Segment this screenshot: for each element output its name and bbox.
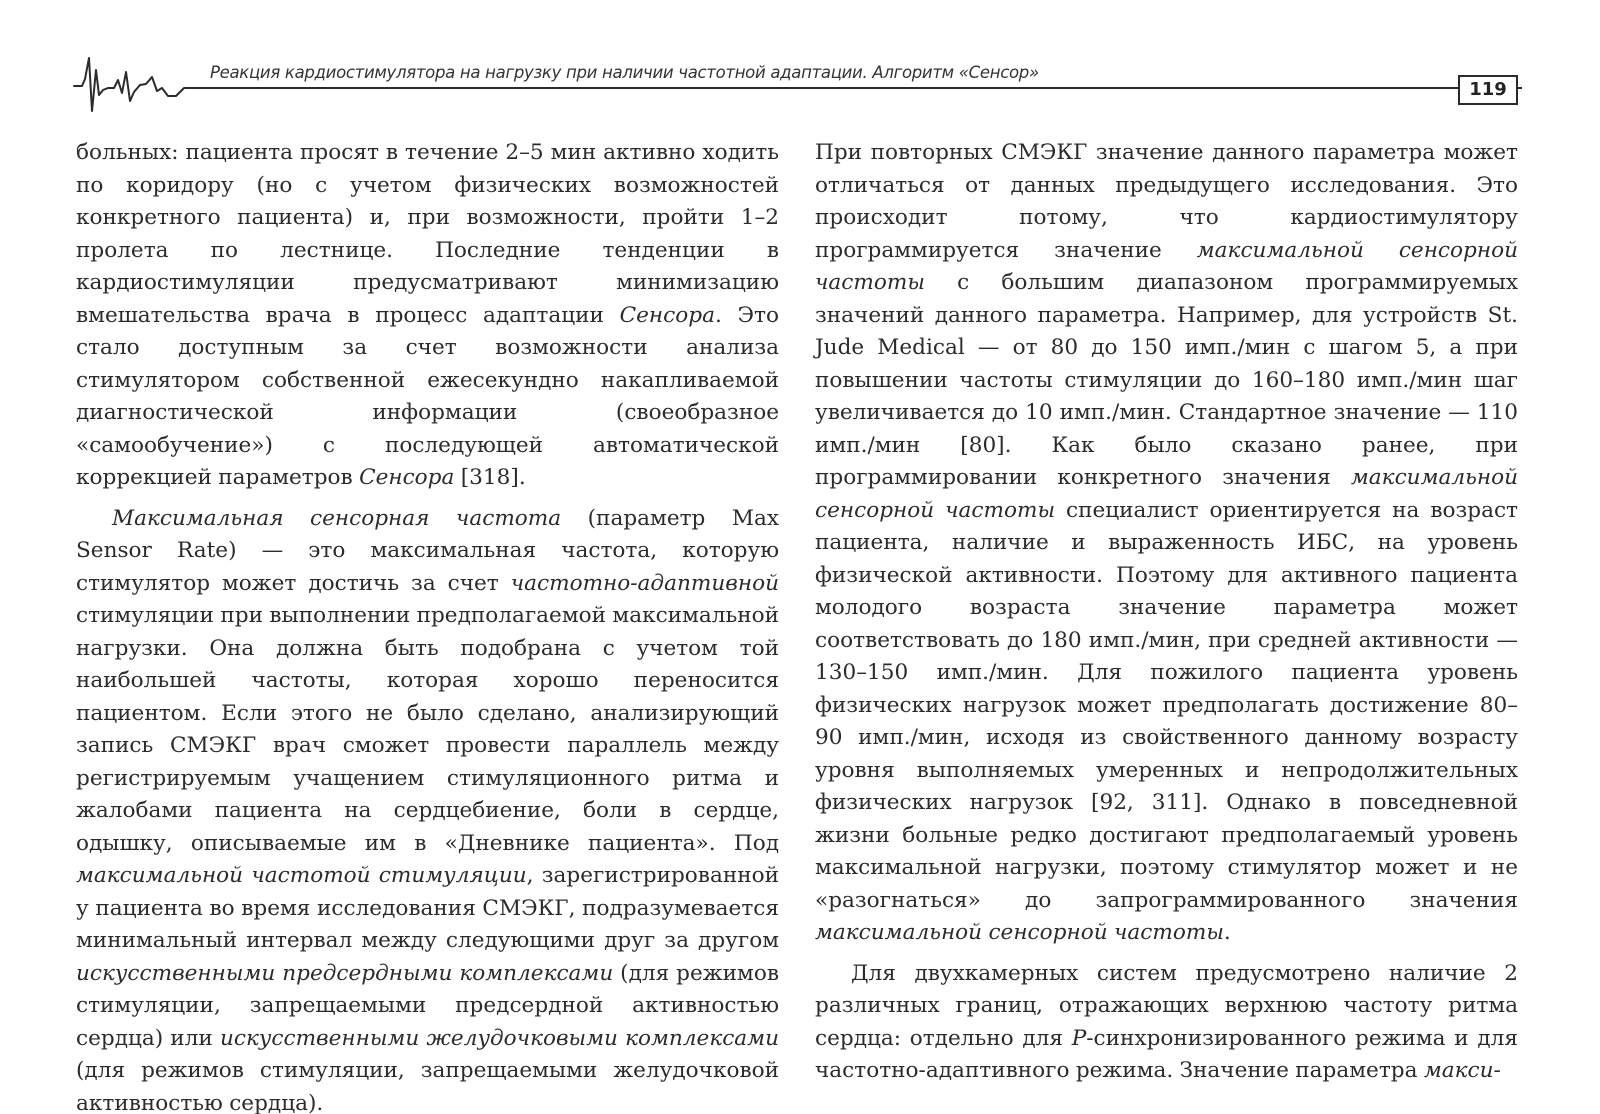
body-text: (параметр Max Sensor Rate) — это максимальная частота, которую стимулятор может достичь за счет xyxy=(76,505,779,596)
body-text: При повторных СМЭКГ значение данного параметра может отличаться от данных предыдущего исследования. Это происходит потому, что кардиостимулятору программируется значение xyxy=(815,140,1518,263)
italic-text: максимальной сенсорной частоты xyxy=(815,237,1518,295)
running-title: Реакция кардиостимулятора на нагрузку при наличии частотной адаптации. Алгоритм «Сенсор» xyxy=(210,63,1039,82)
italic-text: максимальной частотой стимуляции xyxy=(76,863,527,888)
body-text: с большим диапазоном программируемых значений данного параметра. Например, для устройств St. Jude Medical — от 80 до 150 имп./мин с шагом 5, а при повышении частоты стимуляции до 160–180 имп./мин шаг увеличивается до 10 имп./мин. Стандартное значение — 110 имп./мин [80]. Как было сказано ранее, при программировании конкретного значения xyxy=(815,270,1518,490)
italic-text: максимальной сенсорной частоты xyxy=(815,920,1224,945)
italic-text: макси- xyxy=(1423,1058,1501,1083)
body-text: (для режимов стимуляции, запрещаемыми предсердной активностью сердца) или xyxy=(76,960,779,1051)
italic-text: Максимальная сенсорная частота xyxy=(112,505,562,531)
page-number: 119 xyxy=(1458,75,1518,105)
body-text: (для режимов стимуляции, запрещаемыми желудочковой активностью сердца). xyxy=(76,1058,779,1114)
body-text: специалист ориентируется на возраст пациента, наличие и выраженность ИБС, на уровень физической активности. Поэтому для активного пациента молодого возраста значение параметра может соответствовать до 180 имп./мин, при средней активности — 130–150 имп./мин. Для пожилого пациента уровень физических нагрузок может предполагать достижение 80–90 имп./мин, исходя из свойственного данному возрасту уровня выполняемых умеренных и непродолжительных физических нагрузок [92, 311]. Однако в повседневной жизни больные редко достигают предполагаемый уровень максимальной нагрузки, поэтому стимулятор может и не «разогнаться» до запрограммированного значения xyxy=(815,497,1518,913)
italic-text: искусственными желудочковыми комплексами xyxy=(219,1025,779,1051)
body-text: больных: пациента просят в течение 2–5 мин активно ходить по коридору (но с учетом физических возможностей конкретного пациента) и, при возможности, пройти 1–2 пролета по лестнице. Последние тенденции в кардиостимуляции предусматривают минимизацию вмешательства врача в процесс адаптации xyxy=(76,140,779,328)
italic-text: искусственными предсердными комплексами xyxy=(76,960,614,986)
body-text: -синхронизированного режима и для частотно-адаптивного режима. Значение параметра xyxy=(815,1025,1518,1083)
body-text: . Это стало доступным за счет возможности анализа стимулятором собственной ежесекундно накапливаемой диагностической информации (своеобразное «самообучение») с последующей автоматической коррекцией параметров xyxy=(76,302,779,490)
italic-text: максимальной сенсорной частоты xyxy=(815,465,1518,523)
paragraph xyxy=(76,137,779,495)
body-text: стимуляции при выполнении предполагаемой максимальной нагрузки. Она должна быть подобрана с учетом той наибольшей частоты, которая хорошо переносится пациентом. Если этого не было сделано, анализирующий запись СМЭКГ врач сможет провести параллель между регистрируемым учащением стимуляционного ритма и жалобами пациента на сердцебиение, боли в сердце, одышку, описываемые им в «Дневнике пациента». Под xyxy=(76,603,779,856)
body-text: , зарегистрированной у пациента во время исследования СМЭКГ, подразумевается минимальный интервал между следующими друг за другом xyxy=(76,863,779,953)
body-text: . xyxy=(1223,920,1231,945)
italic-text: P xyxy=(1071,1025,1087,1051)
italic-text: частотно-адаптивной xyxy=(510,570,779,596)
body-text: Для двухкамерных систем предусмотрено наличие 2 различных границ, отражающих верхнюю частоту ритма сердца: отдельно для xyxy=(815,960,1518,1051)
italic-text: Сенсора xyxy=(359,465,455,490)
body-text: [318]. xyxy=(454,465,526,490)
paragraph xyxy=(815,137,1518,950)
text-column-right xyxy=(815,137,1518,1096)
text-column-left xyxy=(76,137,779,1114)
paragraph xyxy=(815,958,1518,1088)
page-header xyxy=(0,0,1600,125)
paragraph xyxy=(76,503,779,1114)
italic-text: Сенсора xyxy=(619,302,715,328)
